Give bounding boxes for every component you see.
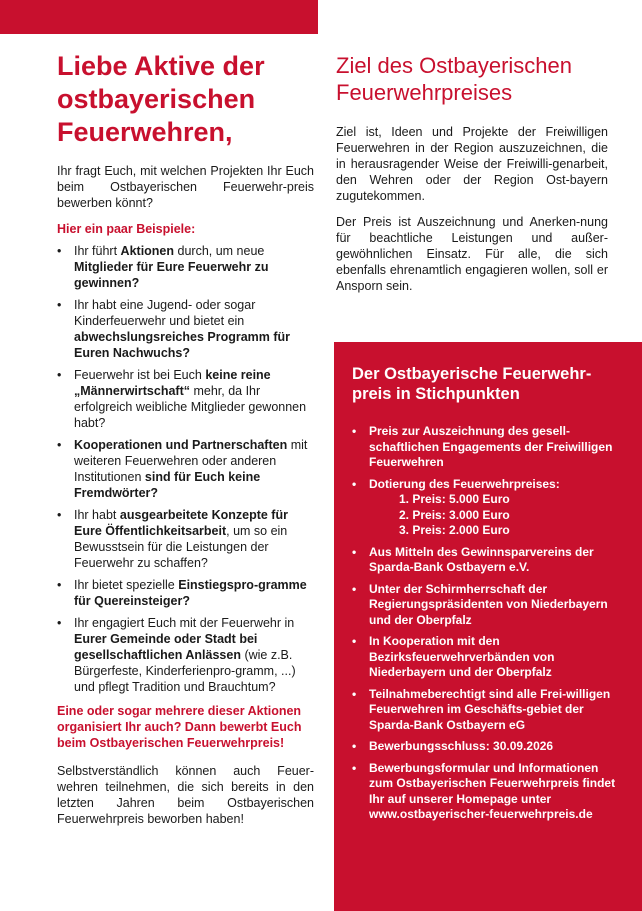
example-item-bold-text: Mitglieder für Eure Feuerwehr zu gewinnen?: [74, 260, 269, 290]
fact-item-prizes: [352, 477, 622, 539]
example-item-bold-text: Aktionen: [120, 244, 175, 258]
example-item-text: mit weiteren Feuerwehren oder anderen Institutionen: [74, 438, 308, 484]
example-item-bold-text: ausgearbeitete Konzepte für Eure Öffentlichkeitsarbeit: [74, 508, 288, 538]
example-item-text: (wie z.B. Bürgerfeste, Kinderferienpro-gramm, ...) und pflegt Tradition und Brauchtum?: [74, 648, 296, 694]
closing-text: Selbstverständlich können auch Feuer-wehren teilnehmen, die sich bereits in den letzten Jahren beim Ostbayerischen Feuerwehrpreis beworben haben!: [57, 764, 314, 826]
goal-paragraph-1: Ziel ist, Ideen und Projekte der Freiwilligen Feuerwehren in der Region auszuzeichnen, die in herausragender Weise der Freiwilli-genarbeit, den Wehren oder der Region Ost-bayern zugutekommen.: [336, 125, 608, 203]
fact-item: • In Kooperation mit den Bezirksfeuerwehrverbänden von Niederbayern und der Oberpfalz: [352, 634, 622, 681]
example-item: [57, 297, 314, 361]
example-item-text: Ihr engagiert Euch mit der Feuerwehr in: [74, 616, 295, 630]
example-item-bold-text: Eurer Gemeinde oder Stadt bei gesellschaftlichen Anlässen: [74, 632, 258, 662]
example-item-bold-text: Einstiegspro-gramme für Quereinsteiger?: [74, 578, 307, 608]
fact-item-homepage: [352, 761, 622, 823]
prize-3: 3. Preis: 2.000 Euro: [399, 523, 510, 537]
example-item-text: Feuerwehr ist bei Euch: [74, 368, 206, 382]
facts-list: [352, 424, 622, 823]
fact-item: • Bewerbungsschluss: 30.09.2026: [352, 739, 622, 755]
facts-heading: Der Ostbayerische Feuerwehr-preis in Stichpunkten: [352, 365, 592, 403]
prize-1: 1. Preis: 5.000 Euro: [399, 492, 510, 506]
example-item: [57, 437, 314, 501]
fact-item: • Teilnahmeberechtigt sind alle Frei-willigen Feuerwehren im Geschäfts-gebiet der Sparda-Bank Ostbayern eG: [352, 687, 622, 734]
example-item-text: Ihr führt: [74, 244, 121, 258]
example-item-text: Ihr habt: [74, 508, 120, 522]
fact-item: • Aus Mitteln des Gewinnsparvereins der Sparda-Bank Ostbayern e.V.: [352, 545, 622, 576]
example-item: [57, 507, 314, 571]
example-item-text: , um so ein Bewusstsein für die Leistungen der Feuerwehr zu schaffen?: [74, 524, 288, 570]
example-item-text: Ihr habt eine Jugend- oder sogar Kinderfeuerwehr und bietet ein: [74, 298, 256, 328]
prize-2: 2. Preis: 3.000 Euro: [399, 507, 510, 522]
goal-heading: Ziel des Ostbayerischen Feuerwehrpreises: [336, 53, 572, 105]
left-column: [57, 50, 314, 827]
example-item: [57, 243, 314, 291]
facts-panel: [352, 364, 622, 829]
examples-heading: Hier ein paar Beispiele:: [57, 222, 196, 236]
example-item-bold-text: abwechslungsreiches Programm für Euren Nachwuchs?: [74, 330, 291, 360]
greeting-heading: Liebe Aktive der ostbayerischen Feuerwehren,: [57, 51, 265, 147]
example-item-text: durch, um neue: [174, 244, 265, 258]
example-item: [57, 577, 314, 609]
example-item-bold-text: Kooperationen und Partnerschaften: [74, 438, 288, 452]
example-item-bold-text: keine reine „Männerwirtschaft“: [74, 368, 271, 398]
examples-list: [57, 243, 314, 695]
example-item-text: Ihr bietet spezielle: [74, 578, 179, 592]
example-item-bold-text: sind für Euch keine Fremdwörter?: [74, 470, 261, 500]
intro-text: Ihr fragt Euch, mit welchen Projekten Ihr Euch beim Ostbayerischen Feuerwehr-preis bewerben könnt?: [57, 164, 314, 210]
right-column: [336, 52, 608, 304]
goal-paragraph-2: Der Preis ist Auszeichnung und Anerken-nung für beachtliche Leistungen und außer-gewöhnlichen Einsatz. Für alle, die sich ebenfalls ehrenamtlich engagieren wollen, soll er Ansporn sein.: [336, 215, 608, 293]
example-item-text: mehr, da Ihr erfolgreich weibliche Mitglieder gewonnen habt?: [74, 384, 307, 430]
fact-prizes-label: Dotierung des Feuerwehrpreises:: [369, 476, 560, 491]
fact-item: • Preis zur Auszeichnung des gesell-schaftlichen Engagements der Freiwilligen Feuerwehren: [352, 424, 622, 471]
example-item: [57, 615, 314, 695]
fact-item: • Unter der Schirmherrschaft der Regierungspräsidenten von Niederbayern und der Oberpfalz: [352, 582, 622, 629]
homepage-text: Bewerbungsformular und Informationen zum Ostbayerischen Feuerwehrpreis findet Ihr auf unserer Homepage unter: [369, 760, 616, 806]
homepage-link[interactable]: www.ostbayerischer-feuerwehrpreis.de: [369, 807, 593, 821]
top-red-bar: [0, 0, 318, 34]
callout-text: Eine oder sogar mehrere dieser Aktionen organisiert Ihr auch? Dann bewerbt Euch beim Ostbayerischen Feuerwehrpreis!: [57, 704, 302, 750]
example-item: [57, 367, 314, 431]
